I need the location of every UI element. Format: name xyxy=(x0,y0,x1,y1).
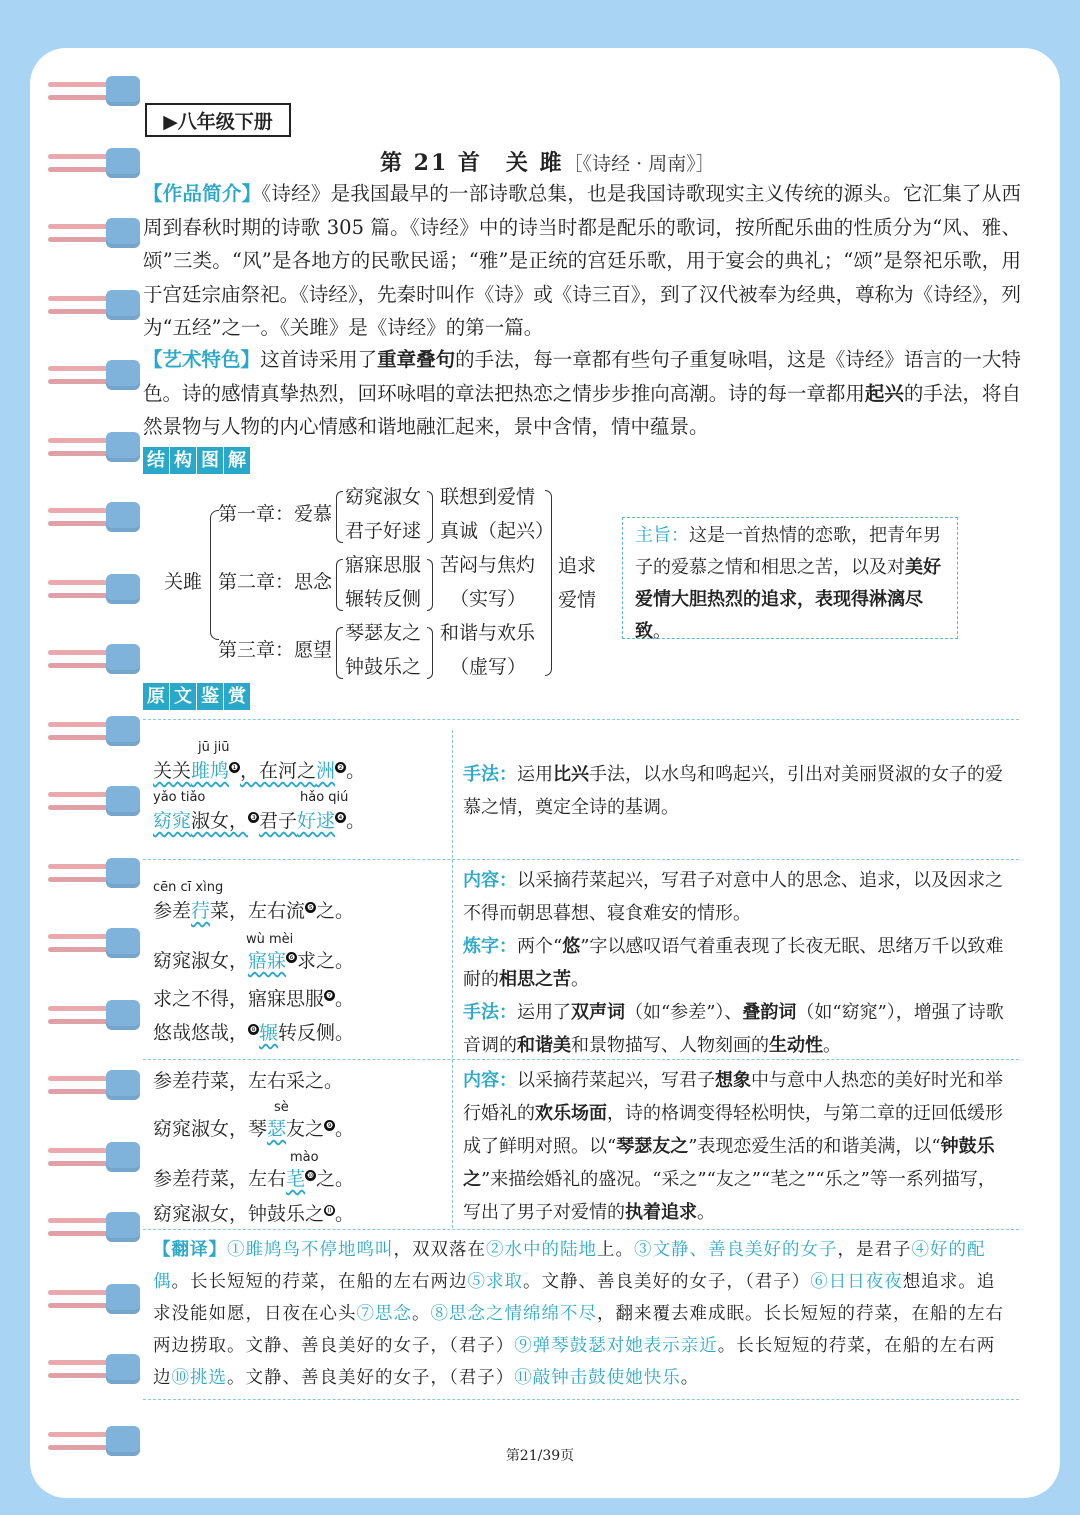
poem-line xyxy=(153,896,354,923)
translation-key: ①雎鸠鸟不停地鸣叫 xyxy=(227,1240,394,1260)
diagram-line: 苦闷与焦灼 xyxy=(440,554,536,576)
translation-tag: 【翻译】 xyxy=(153,1240,227,1260)
header-char: 结 xyxy=(143,447,169,474)
poem-keyword: 荇 xyxy=(191,900,211,922)
poem-text: 。 xyxy=(335,1118,355,1140)
poem-keyword: 芼 xyxy=(286,1168,306,1190)
divider xyxy=(143,859,1019,860)
note-text: 。 xyxy=(697,1202,715,1223)
note-bold: 想象 xyxy=(715,1070,751,1091)
poem-text: 。 xyxy=(346,760,366,782)
poem-text: 转反侧。 xyxy=(278,1022,355,1044)
poem-keyword: 窈窕 xyxy=(153,810,192,832)
note-text: （如“窈窕”），增强了诗歌音调的 xyxy=(463,1002,1004,1056)
poem-title xyxy=(380,146,800,177)
note-bold: 生动性 xyxy=(769,1035,823,1056)
spiral-ring xyxy=(48,502,140,532)
header-char: 鉴 xyxy=(197,683,223,710)
translation-text: 。文静、善良美好的女子，（君子） xyxy=(227,1368,515,1388)
art-text: 的手法，每一章都有些句子重复咏唱，这是《诗经》语言的一大特色。诗的感情真挚热烈，回环咏唱的章法把热恋之情步步推向高潮。诗的每一章都用 xyxy=(143,348,1021,405)
note-text: 和景物描写、人物刻画的 xyxy=(571,1035,769,1056)
note-bold: 琴瑟友之 xyxy=(616,1136,689,1157)
poem-text: 关关 xyxy=(153,760,192,782)
note-marker: ❹ xyxy=(336,812,345,822)
note-marker: ❶ xyxy=(230,762,239,772)
spiral-ring xyxy=(48,1000,140,1030)
note-text: 运用 xyxy=(517,764,553,785)
translation-key: ④好的配偶 xyxy=(153,1240,986,1292)
note-marker: ❸ xyxy=(249,812,258,822)
poem-text: 淑女， xyxy=(191,810,249,832)
poem-keyword: 瑟 xyxy=(267,1118,287,1140)
pinyin: hǎo qiú xyxy=(300,790,349,805)
note-text: ”字以感叹语气着重表现了长夜无眠、思绪万千以致难耐的 xyxy=(463,936,1004,990)
note-text: （如“参差”）、 xyxy=(625,1002,743,1023)
translation-key: ⑥日日夜夜 xyxy=(810,1272,903,1292)
poem-text: ，在河之 xyxy=(240,760,317,782)
brace-right xyxy=(545,490,552,676)
note-tag: 手法： xyxy=(463,1002,517,1023)
note-text: 以采摘荇菜起兴，写君子对意中人的思念、追求，以及因求之不得而朝思暮想、寝食难安的情形。 xyxy=(463,870,1003,924)
diagram-line: 寤寐思服 xyxy=(345,554,422,576)
poem-line xyxy=(153,1164,354,1191)
brace-mid-2 xyxy=(427,559,433,611)
theme-bold: 美好爱情大胆热烈的追求，表现得淋漓尽致 xyxy=(635,557,941,642)
note-text: 以采摘荇菜起兴，写君子 xyxy=(517,1070,715,1091)
brace-mid-3 xyxy=(427,627,433,679)
section-header-original xyxy=(143,683,251,710)
stanza3-note xyxy=(463,1064,1013,1229)
chapter-2: 第二章：思念 xyxy=(218,571,333,593)
poem-text: 参差荇菜，左右 xyxy=(153,1168,287,1190)
spiral-ring xyxy=(48,1354,140,1384)
page-number: 第21/39页 xyxy=(505,1448,575,1464)
header-char: 文 xyxy=(170,683,196,710)
note-marker: ❻ xyxy=(287,952,296,962)
poem-text: 求之不得，寤寐思服 xyxy=(153,988,325,1010)
poem-keyword: 雎鸠 xyxy=(191,760,230,782)
poem-text: 。 xyxy=(335,1203,355,1225)
divider xyxy=(143,1399,1019,1400)
note-tag: 内容： xyxy=(463,1070,517,1091)
spiral-ring xyxy=(48,1212,140,1242)
note-bold: 双声词 xyxy=(571,1002,625,1023)
chapter-1: 第一章：爱慕 xyxy=(218,503,333,525)
art-bold: 起兴 xyxy=(864,381,904,405)
poem-keyword: 洲 xyxy=(316,760,336,782)
section-header-structure xyxy=(143,447,251,474)
note-text: 手法，以水鸟和鸣起兴，引出对美丽贤淑的女子的爱慕之情，奠定全诗的基调。 xyxy=(463,764,1003,818)
translation-key: ⑨弹琴鼓瑟对她表示亲近 xyxy=(514,1336,718,1356)
art-bold: 重章叠句 xyxy=(377,348,456,371)
note-marker: ⓫ xyxy=(325,1205,334,1215)
header-char: 原 xyxy=(143,683,169,710)
translation-text: 。文静、善良美好的女子，（君子） xyxy=(523,1272,811,1292)
spiral-ring xyxy=(48,1284,140,1314)
art-paragraph xyxy=(143,343,1021,444)
spiral-ring xyxy=(48,432,140,462)
poem-text: 君子 xyxy=(259,810,298,832)
poem-line xyxy=(153,946,354,973)
note-text: ”表现恋爱生活的和谐美满，以“ xyxy=(688,1136,941,1157)
pinyin: mào xyxy=(290,1150,319,1165)
pinyin: yǎo tiǎo xyxy=(153,790,206,805)
translation-text: ，双双落在 xyxy=(393,1240,486,1260)
spiral-ring xyxy=(48,1070,140,1100)
intro-tag: 【作品简介】 xyxy=(143,182,262,205)
note-bold: 比兴 xyxy=(553,764,589,785)
poem-text: 友之 xyxy=(286,1118,325,1140)
translation-key: ⑩挑选 xyxy=(171,1368,227,1388)
note-marker: ❼ xyxy=(325,990,334,1000)
note-technique xyxy=(463,996,1013,1062)
diagram-line: 辗转反侧 xyxy=(345,588,422,610)
spiral-ring xyxy=(48,716,140,746)
spiral-ring xyxy=(48,76,140,106)
note-marker: ❺ xyxy=(306,902,315,912)
brace-left-2 xyxy=(336,559,343,611)
diagram-end: 追求 xyxy=(558,555,597,577)
note-marker: ❷ xyxy=(336,762,345,772)
grade-label: ▶八年级下册 xyxy=(145,103,291,137)
poem-text: 参差 xyxy=(153,900,192,922)
header-char: 解 xyxy=(224,447,250,474)
poem-line xyxy=(153,984,354,1011)
spiral-ring xyxy=(48,290,140,320)
note-text: 运用了 xyxy=(517,1002,571,1023)
chapter-3: 第三章：愿望 xyxy=(218,639,333,661)
translation-key: ⑪敲钟击鼓使她快乐 xyxy=(514,1368,681,1388)
note-text: 两个“ xyxy=(517,936,563,957)
translation-text: 。 xyxy=(680,1368,700,1388)
diagram-line: 联想到爱情 xyxy=(440,486,536,508)
note-text: 中与意中人热恋的美好时光和举行婚礼的 xyxy=(463,1070,1003,1124)
poem-text: 。 xyxy=(346,810,366,832)
intro-paragraph xyxy=(143,177,1021,345)
art-text: 这首诗采用了 xyxy=(260,348,378,371)
theme-text: 这是一首热情的恋歌，把青年男子的爱慕之情和相思之苦，以及对 xyxy=(635,525,941,578)
stanza1-note xyxy=(463,758,1013,824)
poem-line xyxy=(153,1199,354,1226)
poem-text: 悠哉悠哉， xyxy=(153,1022,249,1044)
poem-line xyxy=(153,806,365,833)
diagram-line: 真诚（起兴） xyxy=(440,520,555,542)
poem-keyword: 好逑 xyxy=(297,810,336,832)
diagram-line: 琴瑟友之 xyxy=(345,622,422,644)
spiral-ring xyxy=(48,148,140,178)
note-bold: 和谐美 xyxy=(517,1035,571,1056)
spiral-ring xyxy=(48,928,140,958)
poem-text: 窈窕淑女， xyxy=(153,950,249,972)
poem-text: 之。 xyxy=(316,900,355,922)
note-text: 。 xyxy=(823,1035,841,1056)
spiral-ring xyxy=(48,574,140,604)
translation-key: ⑧思念之情绵绵不尽 xyxy=(430,1304,597,1324)
pinyin: sè xyxy=(274,1100,289,1115)
pinyin: cēn cī xìng xyxy=(153,880,224,895)
brace-left-1 xyxy=(336,491,343,543)
diagram-line: （实写） xyxy=(450,588,527,610)
note-bold: 钟鼓乐之 xyxy=(463,1136,995,1190)
pinyin: wù mèi xyxy=(246,932,294,947)
note-marker: ❾ xyxy=(325,1120,334,1130)
poem-line: 参差荇菜，左右采之。 xyxy=(153,1070,344,1092)
header-char: 赏 xyxy=(224,683,250,710)
translation-text: 。长长短短的荇菜，在船的左右两边 xyxy=(171,1272,468,1292)
note-word xyxy=(463,930,1013,996)
poem-text: 窈窕淑女，钟鼓乐之 xyxy=(153,1203,325,1225)
theme-label: 主旨： xyxy=(635,525,689,546)
diagram-line: 君子好逑 xyxy=(345,520,422,542)
poem-text: 。 xyxy=(335,988,355,1010)
poem-line xyxy=(153,756,365,783)
translation-key: ⑤求取 xyxy=(467,1272,523,1292)
note-tag: 手法： xyxy=(463,764,517,785)
translation xyxy=(153,1234,1013,1394)
diagram-line: 和谐与欢乐 xyxy=(440,622,536,644)
brace-left-3 xyxy=(336,627,343,679)
note-text: ”来描绘婚礼的盛况。“采之”“友之”“芼之”“乐之”等一系列描写，写出了男子对爱情的 xyxy=(463,1169,996,1223)
diagram-line: 窈窕淑女 xyxy=(345,486,422,508)
divider xyxy=(143,719,1019,720)
diagram-end: 爱情 xyxy=(558,589,597,611)
note-bold: 执着追求 xyxy=(625,1202,697,1223)
poem-text: 之。 xyxy=(316,1168,355,1190)
diagram-line: 钟鼓乐之 xyxy=(345,656,422,678)
note-tag: 内容： xyxy=(463,870,517,891)
translation-text: 。 xyxy=(412,1304,431,1324)
diagram-root: 关雎 xyxy=(164,571,203,593)
note-content xyxy=(463,864,1013,930)
note-bold: 相思之苦 xyxy=(499,969,571,990)
poem-text: 窈窕淑女，琴 xyxy=(153,1118,268,1140)
translation-text: ，翻来覆去难成眠。长长短短的荇菜，在船的左右两边捞取。文静、善良美好的女子，（君子） xyxy=(153,1304,1004,1356)
brace-mid-1 xyxy=(427,491,433,543)
poem-keyword: 寤寐 xyxy=(248,950,287,972)
poem-keyword: 辗 xyxy=(259,1022,279,1044)
diagram-line: （虚写） xyxy=(450,656,527,678)
spiral-ring xyxy=(48,360,140,390)
art-tag: 【艺术特色】 xyxy=(143,348,261,371)
intro-text: 《诗经》是我国最早的一部诗歌总集，也是我国诗歌现实主义传统的源头。它汇集了从西周到春秋时期的诗歌 305 篇。《诗经》中的诗当时都是配乐的歌词，按所配乐曲的性质分为“风、雅、颂”三类。“风”是各地方的民歌民谣；“雅”是正统的宫廷乐歌，用于宴会的典礼；“颂”是祭祀乐歌，用于宫廷宗庙祭祀。《诗经》，先秦时叫作《诗》或《诗三百》，到了汉代被奉为经典，尊称为《诗经》，列为“五经”之一。《关雎》是《诗经》的第一篇。 xyxy=(143,182,1021,339)
translation-text: 。长长短短的荇菜，在船的左右两边 xyxy=(153,1336,996,1388)
poem-line xyxy=(153,1114,354,1141)
spiral-ring xyxy=(48,218,140,248)
spiral-ring xyxy=(48,786,140,816)
spiral-ring xyxy=(48,1142,140,1172)
note-tag: 炼字： xyxy=(463,936,517,957)
translation-text: 想追求。追求没能如愿，日夜在心头 xyxy=(153,1272,996,1324)
title-source: ［《诗经 · 周南》］ xyxy=(563,153,715,175)
column-divider xyxy=(452,730,453,1228)
spiral-ring xyxy=(48,858,140,888)
theme-box xyxy=(622,517,958,642)
note-text: 。 xyxy=(571,969,589,990)
pinyin: jū jiū xyxy=(198,740,230,755)
note-marker: ❽ xyxy=(249,1024,258,1034)
divider xyxy=(143,1229,1019,1230)
poem-text: 菜，左右流 xyxy=(210,900,306,922)
poem-line xyxy=(153,1018,354,1045)
title-main: 第 21 首 关 雎 xyxy=(380,150,564,176)
translation-text: 上。 xyxy=(597,1240,634,1260)
note-text: ，诗的格调变得轻松明快，与第二章的迂回低缓形成了鲜明对照。以“ xyxy=(463,1103,1003,1157)
note-bold: 叠韵词 xyxy=(742,1002,797,1023)
spiral-ring xyxy=(48,644,140,674)
header-char: 构 xyxy=(170,447,196,474)
art-text: 的手法，将自然景物与人物的内心情感和谐地融汇起来，景中含情，情中蕴景。 xyxy=(143,381,1021,438)
note-marker: ❿ xyxy=(306,1170,315,1180)
translation-key: ②水中的陆地 xyxy=(486,1240,597,1260)
translation-key: ③文静、善良美好的女子 xyxy=(634,1240,838,1260)
note-bold: 悠 xyxy=(562,936,581,957)
header-char: 图 xyxy=(197,447,223,474)
translation-key: ⑦思念 xyxy=(356,1304,412,1324)
note-bold: 欢乐场面 xyxy=(535,1103,607,1124)
stanza2-note xyxy=(463,864,1013,1062)
theme-text: 。 xyxy=(653,621,671,642)
translation-text: ，是君子 xyxy=(837,1240,912,1260)
poem-text: 求之。 xyxy=(297,950,355,972)
